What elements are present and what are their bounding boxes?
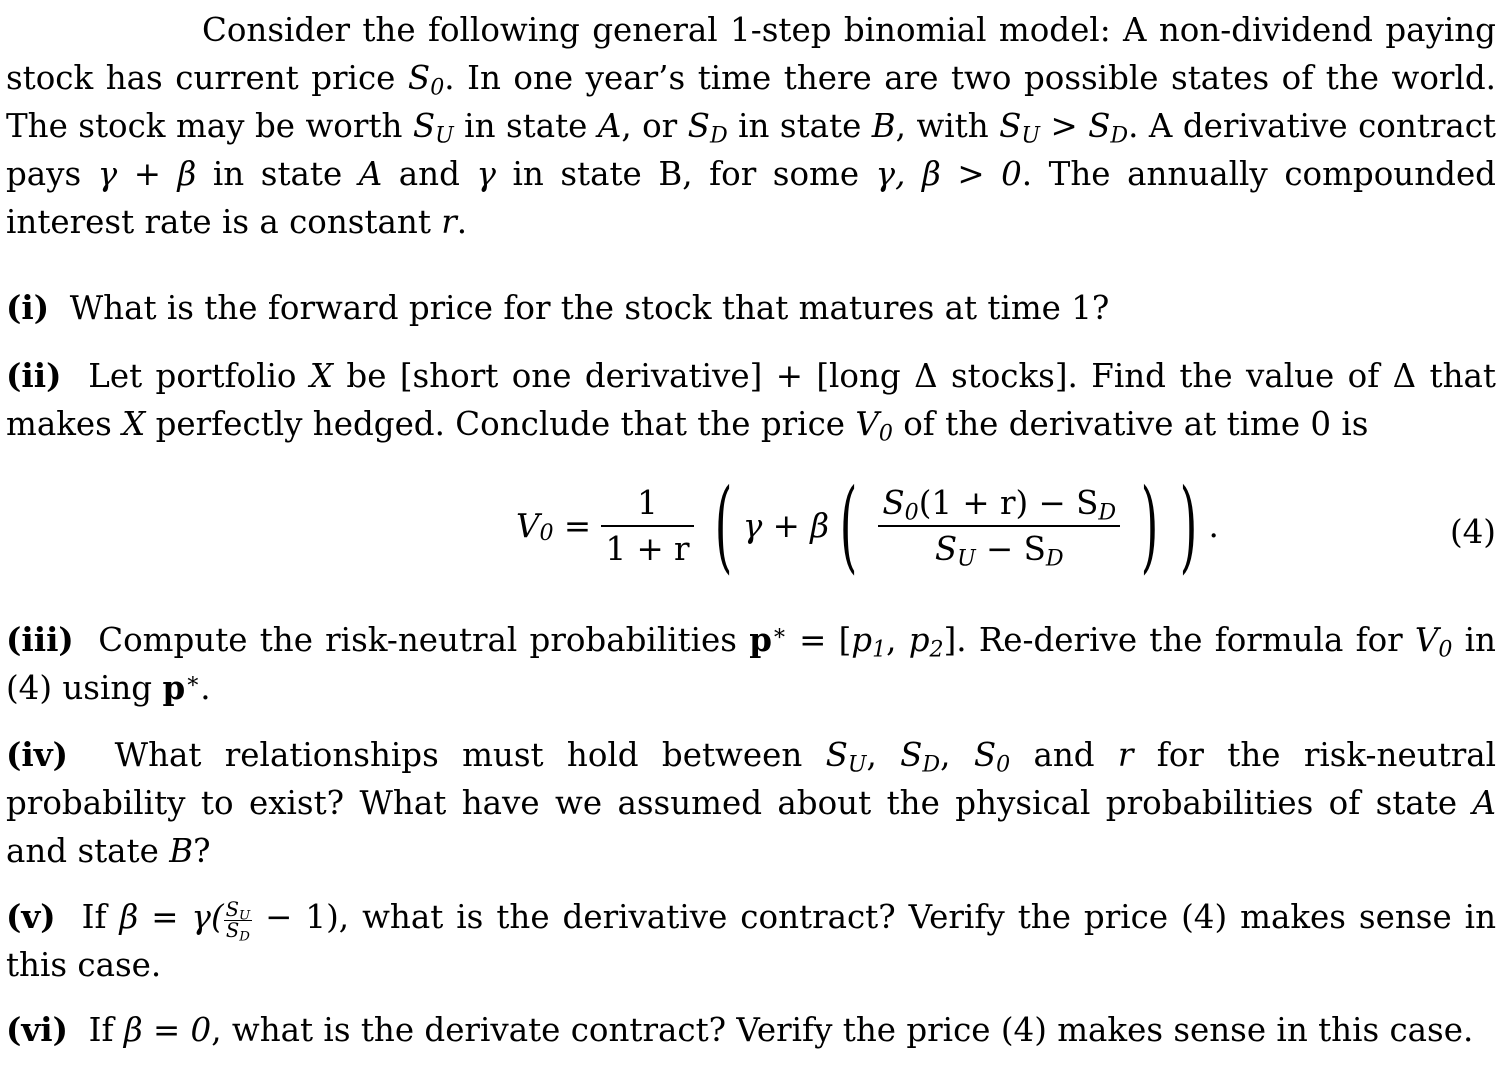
question-label: (iii) bbox=[6, 620, 74, 659]
equation-4 bbox=[6, 467, 1496, 596]
question-vi: (vi) If β = 0, what is the derivate contract? Verify the price (4) makes sense in this case. bbox=[6, 1010, 1474, 1049]
document-page bbox=[6, 6, 1496, 1049]
question-label: (ii) bbox=[6, 356, 62, 395]
intro-paragraph: Consider the following general 1-step binomial model: A non-dividend paying stock has current price $S_0$. In one year’s time there are two possible states of the world. The stock may be worth $S_U$ in state A, or $S_D$ in state B, with $S_U > S_D$. A derivative contract pays γ + β in state A and γ in state B, for some γ, β > 0. The annually compounded interest rate is a constant r. bbox=[6, 11, 1496, 241]
fraction-su-over-sd: $\frac{S_U}{S_D}$ bbox=[225, 898, 251, 945]
question-text: What is the forward price for the stock that matures at time 1? bbox=[69, 289, 1110, 327]
question-iv: (iv) What relationships must hold between $S_U$, $S_D$, $S_0$ and r for the risk-neutral probability to exist? What have we assumed about the physical probabilities of state A and state B? bbox=[6, 735, 1496, 870]
question-i bbox=[6, 284, 1496, 332]
fraction-main: $\frac{S_0(1 + r) - S_D}{S_U - S_D}$ bbox=[878, 481, 1120, 571]
question-ii: (ii) Let portfolio X be [short one derivative] + [long Δ stocks]. Find the value of Δ that makes X perfectly hedged. Conclude that the price $V_0$ of the derivative at time 0 is bbox=[6, 356, 1496, 447]
question-iii: (iii) Compute the risk-neutral probabilities $p^∗ = [p_1$, $p_2$]. Re-derive the formula for $V_0$ in (4) using p∗. bbox=[6, 619, 1496, 707]
question-v: (v) If β = γ( $\frac{S_U}{S_D}$ − 1), what is the derivative contract? Verify the price (4) makes sense in this case. bbox=[6, 897, 1496, 984]
question-label: (i) bbox=[6, 288, 50, 327]
fraction-one-over-one-plus-r: $\frac{1}{1 + r}$ bbox=[601, 481, 693, 571]
question-label: (v) bbox=[6, 897, 56, 936]
question-label: (iv) bbox=[6, 735, 68, 774]
equation-body: $V_0$ = $\frac{1}{1 + r}$ ( γ + β ( $\frac{S_0(1 + r) - S_D}{S_U - S_D}$ ) ) . bbox=[516, 467, 1219, 584]
equation-number: (4) bbox=[1449, 513, 1496, 551]
question-label: (vi) bbox=[6, 1010, 68, 1049]
